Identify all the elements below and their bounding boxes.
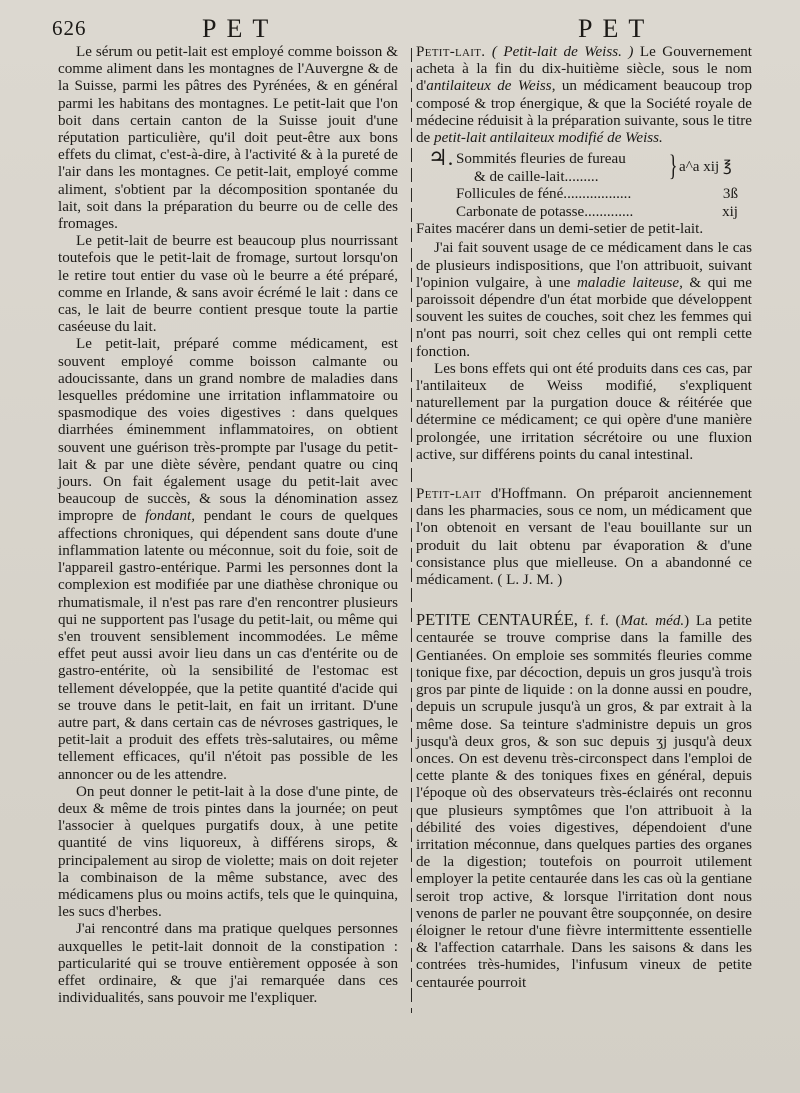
spacer	[416, 589, 752, 611]
paragraph: J'ai rencontré dans ma pratique quelques personnes auxquelles le petit-lait donnoit de la constipation : particularité qui se trouve entièrement opposée à son effet ordinaire, & que j'ai remarquée dans ces individualités, sans pouvoir me l'expliquer.	[58, 921, 398, 1007]
page-header	[52, 14, 760, 42]
recipe-ingredient: Follicules de féné..................	[456, 186, 632, 203]
right-column	[416, 44, 752, 992]
paragraph-text: & qui me paroissoit dépendre d'un état morbide que développent souvent les suites de couches, soit chez les femmes qui n'ont pas nourri, soit chez celles qui ont rempli cette fonction.	[416, 274, 752, 360]
recipe-dose: a^a xij ℥	[679, 159, 732, 176]
italic-term: petit-lait antilaiteux modifié de Weiss.	[434, 130, 663, 147]
author-signature: ( L. J. M. )	[497, 572, 563, 589]
column-divider	[411, 48, 412, 1013]
entry-petit-lait-weiss	[416, 44, 752, 147]
running-head-right: PET	[578, 14, 655, 43]
recipe-line	[416, 169, 752, 187]
recipe-block	[416, 145, 752, 238]
italic-term: antilaiteux de Weiss	[426, 78, 552, 95]
recipe-ingredient: & de caille-lait.........	[474, 168, 599, 185]
brace-icon: }	[668, 149, 678, 183]
spacer	[416, 464, 752, 486]
recipe-instruction: Faites macérer dans un demi-setier de petit-lait.	[416, 221, 704, 238]
italic-term: fondant,	[145, 508, 195, 525]
entry-subtitle: ( Petit-lait de Weiss. )	[491, 44, 634, 60]
entry-label: Petit-lait.	[416, 44, 486, 60]
left-column	[58, 44, 398, 1007]
paragraph: On peut donner le petit-lait à la dose d'une pinte, de deux & même de trois pintes dans la journée; on peut l'associer à quelques purgatifs doux, à une petite quantité de vins liquoreux, à différens sirops, & principalement au sirop de violette; mais on doit rejeter la combinaison de la même substance, avec des médicamens plus ou moins actifs, tels que le quinquina, les sucs d'herbes.	[58, 783, 398, 921]
paragraph-text: pendant le cours de quelques affections chroniques, qui dépendent sans doute d'une inflammation latente ou méconnue, soit du foie, soit de l'appareil gastro-entérique. Parmi les personnes dont la complexion est modifiée par une diathèse chronique ou rhumatismale, il n'est pas rare d'en rencontrer plusieurs qui ne supportent pas l'usage du petit-lait, ou même qui s'en trouvent sensiblement incommodées. Le même effet peut aussi avoir lieu dans un cas d'entérite ou de gastro-entérite, où la sensibilité de l'estomac est tellement développée, que la petite quantité d'acide qui se trouve dans le petit-lait, en fait un irritant. D'une autre part, & dans certain cas de névroses gastriques, le petit-lait a produit des effets très-salutaires, ou même tellement efficaces, qu'il n'étoit pas possible de les annoncer ou de les attendre.	[58, 508, 398, 783]
paragraph: Les bons effets qui ont été produits dans ces cas, par l'antilaiteux de Weiss modifié, s'expliquent naturellement par la purgation douce & réitérée que détermine ce médicament; ce qui opère d'une manière prolongée, une irritation sécrétoire ou une fluxion active, sur différens points du canal intestinal.	[416, 360, 752, 463]
entry-petit-lait-hoffmann	[416, 486, 752, 589]
paragraph: Le sérum ou petit-lait est employé comme boisson & comme aliment dans les montagnes de l'Auvergne & de la Suisse, parmi les pâtres des Pyrénées, & en général parmi les habitans des montagnes. Le petit-lait que l'on boit dans certain canton de la Suisse jouit d'une réputation particulière, qu'il doit peut-être aux bons effets du climat, c'est-à-dire, à l'activité & à la pureté de l'air dans les montagnes. Ce petit-lait, employé comme aliment, s'obtient par la décomposition spontanée du lait, soit dans la préparation du beurre ou de celle des fromages.	[58, 44, 398, 233]
recipe-symbol-icon: ♃.	[428, 145, 454, 171]
paren: (	[615, 613, 621, 630]
paragraph-text: Le Gouvernement acheta à la fin du dix-huitième siècle, sous le nom d'	[416, 44, 752, 95]
entry-petite-centauree	[416, 611, 752, 991]
recipe-dose: 3ß	[722, 186, 738, 203]
paragraph	[416, 240, 752, 360]
paragraph-text: La petite centaurée se trouve comprise dans la famille des Gentianées. On emploie ses sommités fleuries comme tonique fixe, par décoction, depuis un gros jusqu'à trois gros par pinte de liquide : on la donne aussi en poudre, depuis un scrupule jusqu'à un gros, & par extrait à la même dose. Sa teinture s'administre depuis un gros jusqu'à deux gros, & son suc depuis ʒj jusqu'à deux onces. On est devenu très-circonspect dans l'emploi de cette plante & des toniques fixes en général, depuis l'époque où des observateurs très-éclairés ont reconnu que plusieurs symptômes que l'on attribuoit à la débilité des voies digestives, dépendoient d'une irritation méconnue, dans quelques parties des organes de la digestion; toutefois on pourroit utilement employer la petite centaurée dans les cas où la gentiane seroit trop active, & lorsque l'irritation dont nous venons de parler ne pouvant être soupçonnée, on desire éloigner le retour d'une fièvre intermittente essentielle & l'affection catarrhale. Dans les saisons & dans les contrées très-humides, l'infusum vineux de petite centaurée pourroit	[416, 613, 752, 991]
entry-title: PETITE CENTAURÉE,	[416, 610, 578, 630]
recipe-line	[416, 186, 752, 204]
entry-category: Mat. méd.	[620, 613, 685, 630]
page-number: 626	[52, 16, 87, 40]
recipe-dose: xij	[722, 203, 738, 220]
recipe-line	[416, 204, 752, 222]
paragraph-text: Le petit-lait, préparé comme médicament, est souvent employé comme boisson calmante ou adoucissante, dans un grand nombre de maladies dans lesquelles prédomine une irritation inflammatoire ou spasmodique des voies digestives : dans quelques diarrhées éminemment inflammatoires, on obtient souvent une guérison très-prompte par l'usage du petit-lait & par une diète sévère, pendant quatre ou cinq jours. On fait également usage du petit-lait avec beaucoup de succès, & sous la dénomination assez impropre de	[58, 336, 398, 525]
paragraph-text: J'ai fait souvent usage de ce médicament dans le cas de plusieurs indispositions, que l'on attribuoit, suivant l'opinion vulgaire, à une	[416, 240, 752, 291]
paragraph: Le petit-lait de beurre est beaucoup plus nourrissant toutefois que le petit-lait de fromage, surtout lorsqu'on le retire tout entier du vase où le beurre a été préparé, comme en Irlande, & sans avoir écrémé le lait : dans ce cas, le lait de beurre contient presque toute la partie caséeuse du lait.	[58, 233, 398, 336]
recipe-ingredient: Carbonate de potasse.............	[456, 203, 634, 220]
running-head-left: PET	[202, 14, 279, 43]
paragraph-text: d'Hoffmann. On préparoit anciennement dans les pharmacies, sous ce nom, un médicament que l'on obtenoit en versant de l'eau bouillante sur un produit du lait obtenu par évaporation & d'une consistance plus que mielleuse. On a abandonné ce médicament.	[416, 486, 752, 589]
paren: )	[684, 613, 690, 630]
italic-term: maladie laiteuse,	[576, 274, 683, 291]
entry-gender: f. f.	[577, 613, 616, 630]
recipe-ingredient: Sommités fleuries de fureau	[456, 151, 626, 168]
entry-label: Petit-lait	[416, 486, 482, 503]
paragraph-text: , un médicament beaucoup trop composé & trop énergique, & que la Société royale de médecine réduisit à la préparation suivante, sous le titre de	[416, 78, 752, 147]
paragraph	[58, 336, 398, 783]
